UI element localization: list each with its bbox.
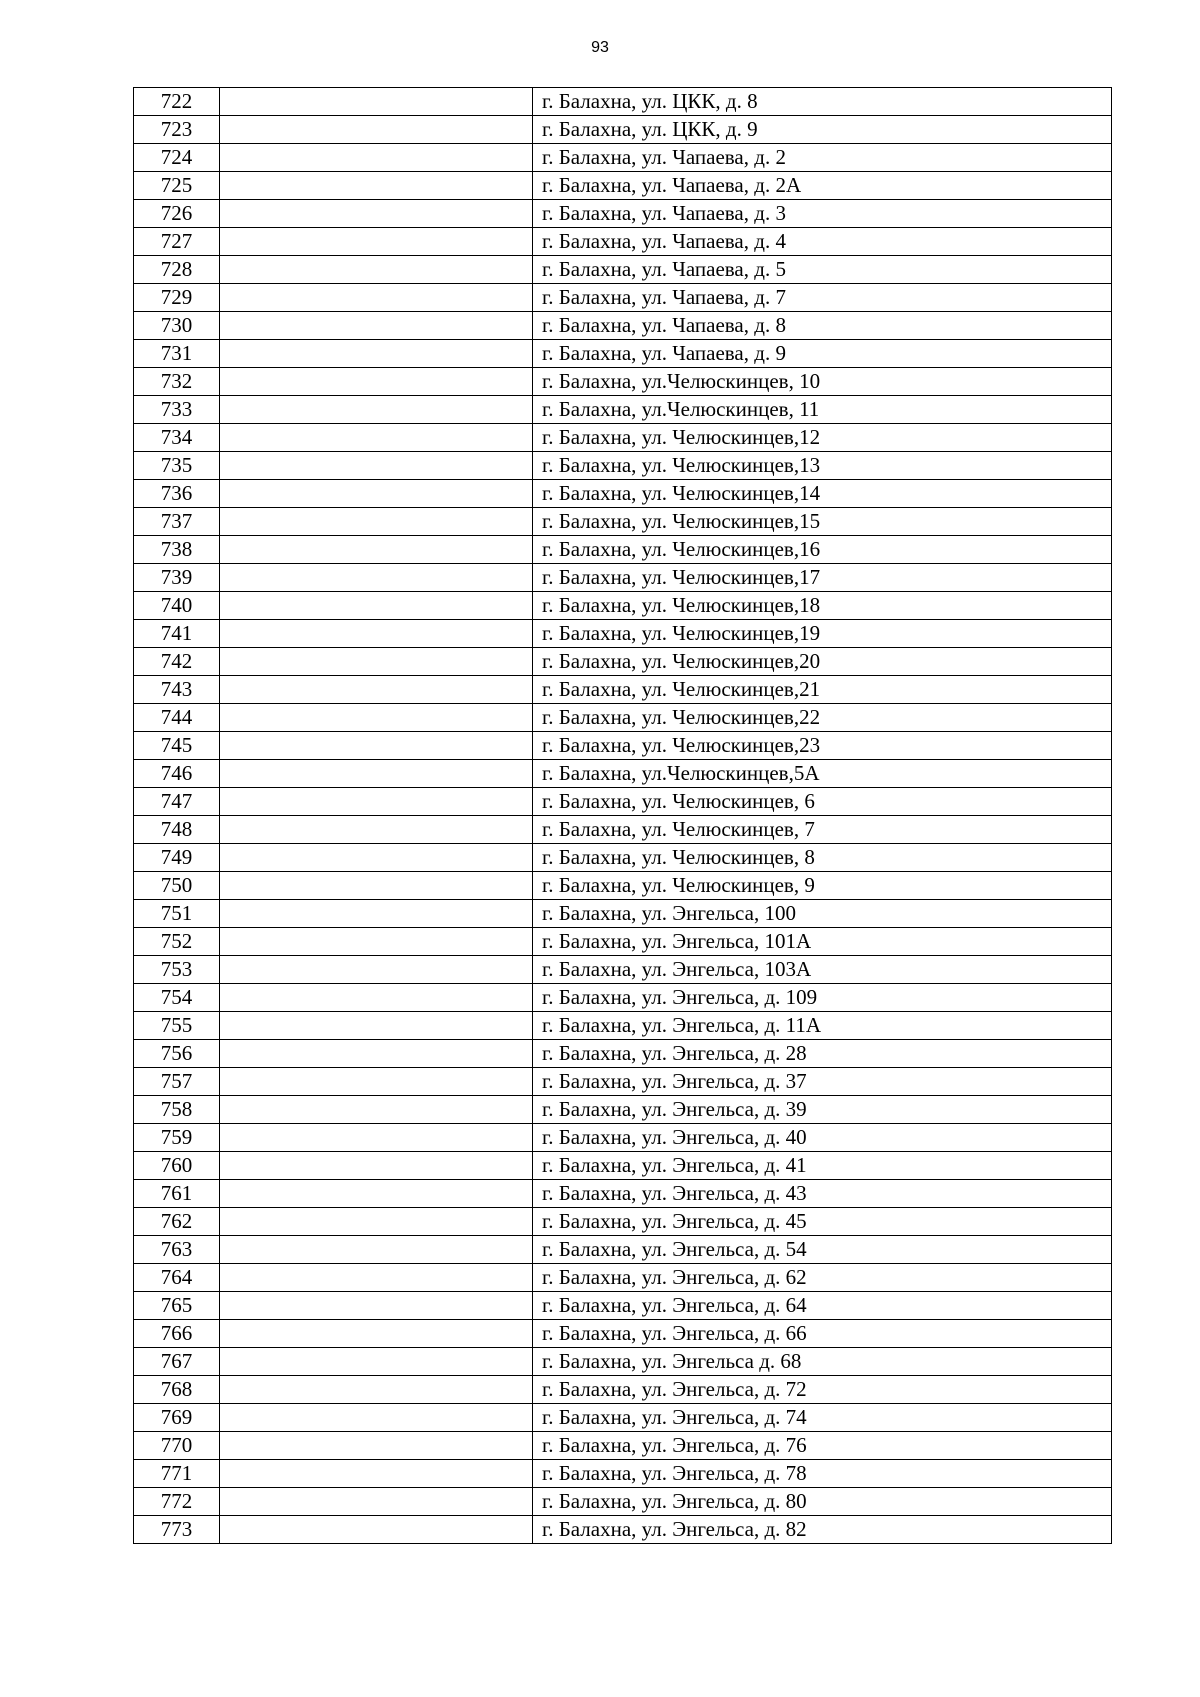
table-row — [134, 256, 1112, 284]
address-cell: г. Балахна, ул. Энгельса, д. 39 — [533, 1096, 1112, 1124]
address-cell: г. Балахна, ул. Энгельса, д. 40 — [533, 1124, 1112, 1152]
row-number-cell: 752 — [134, 928, 220, 956]
name-cell — [220, 1012, 533, 1040]
row-number-cell: 770 — [134, 1432, 220, 1460]
table-row — [134, 1404, 1112, 1432]
name-cell — [220, 1320, 533, 1348]
address-cell: г. Балахна, ул. Челюскинцев,21 — [533, 676, 1112, 704]
name-cell — [220, 536, 533, 564]
table-row — [134, 284, 1112, 312]
row-number-cell: 729 — [134, 284, 220, 312]
row-number-cell: 765 — [134, 1292, 220, 1320]
row-number-cell: 751 — [134, 900, 220, 928]
table-row — [134, 732, 1112, 760]
address-cell: г. Балахна, ул.Челюскинцев, 11 — [533, 396, 1112, 424]
name-cell — [220, 88, 533, 116]
address-cell: г. Балахна, ул. Энгельса, д. 82 — [533, 1516, 1112, 1544]
table-row — [134, 116, 1112, 144]
address-cell: г. Балахна, ул. Челюскинцев, 7 — [533, 816, 1112, 844]
table-row — [134, 1292, 1112, 1320]
address-cell: г. Балахна, ул. Чапаева, д. 9 — [533, 340, 1112, 368]
name-cell — [220, 1432, 533, 1460]
table-row — [134, 704, 1112, 732]
address-cell: г. Балахна, ул. Энгельса, д. 43 — [533, 1180, 1112, 1208]
table-row — [134, 340, 1112, 368]
address-cell: г. Балахна, ул. Чапаева, д. 3 — [533, 200, 1112, 228]
name-cell — [220, 788, 533, 816]
address-cell: г. Балахна, ул. Челюскинцев,15 — [533, 508, 1112, 536]
table-row — [134, 620, 1112, 648]
address-cell: г. Балахна, ул. Челюскинцев, 9 — [533, 872, 1112, 900]
row-number-cell: 773 — [134, 1516, 220, 1544]
name-cell — [220, 872, 533, 900]
address-cell: г. Балахна, ул. Чапаева, д. 2А — [533, 172, 1112, 200]
table-row — [134, 1096, 1112, 1124]
address-table-body — [134, 88, 1112, 1544]
table-row — [134, 312, 1112, 340]
name-cell — [220, 116, 533, 144]
row-number-cell: 742 — [134, 648, 220, 676]
row-number-cell: 732 — [134, 368, 220, 396]
row-number-cell: 760 — [134, 1152, 220, 1180]
address-cell: г. Балахна, ул. Энгельса, д. 62 — [533, 1264, 1112, 1292]
row-number-cell: 731 — [134, 340, 220, 368]
name-cell — [220, 1376, 533, 1404]
table-row — [134, 1516, 1112, 1544]
address-cell: г. Балахна, ул. Энгельса, 100 — [533, 900, 1112, 928]
row-number-cell: 755 — [134, 1012, 220, 1040]
name-cell — [220, 452, 533, 480]
row-number-cell: 771 — [134, 1460, 220, 1488]
address-cell: г. Балахна, ул. ЦКК, д. 8 — [533, 88, 1112, 116]
table-row — [134, 1068, 1112, 1096]
row-number-cell: 740 — [134, 592, 220, 620]
table-row — [134, 536, 1112, 564]
address-cell: г. Балахна, ул. Энгельса, д. 72 — [533, 1376, 1112, 1404]
name-cell — [220, 564, 533, 592]
table-row — [134, 1236, 1112, 1264]
address-cell: г. Балахна, ул. Челюскинцев, 6 — [533, 788, 1112, 816]
table-row — [134, 1488, 1112, 1516]
table-row — [134, 1152, 1112, 1180]
name-cell — [220, 1460, 533, 1488]
address-cell: г. Балахна, ул. Чапаева, д. 8 — [533, 312, 1112, 340]
table-row — [134, 564, 1112, 592]
name-cell — [220, 592, 533, 620]
address-cell: г. Балахна, ул.Челюскинцев, 10 — [533, 368, 1112, 396]
address-cell: г. Балахна, ул. Челюскинцев,16 — [533, 536, 1112, 564]
name-cell — [220, 900, 533, 928]
row-number-cell: 736 — [134, 480, 220, 508]
page-number: 93 — [591, 39, 609, 56]
address-cell: г. Балахна, ул. Энгельса, д. 109 — [533, 984, 1112, 1012]
row-number-cell: 739 — [134, 564, 220, 592]
table-row — [134, 1012, 1112, 1040]
table-row — [134, 928, 1112, 956]
row-number-cell: 746 — [134, 760, 220, 788]
row-number-cell: 758 — [134, 1096, 220, 1124]
row-number-cell: 764 — [134, 1264, 220, 1292]
name-cell — [220, 1292, 533, 1320]
address-cell: г. Балахна, ул. Челюскинцев,12 — [533, 424, 1112, 452]
row-number-cell: 738 — [134, 536, 220, 564]
name-cell — [220, 200, 533, 228]
address-cell: г. Балахна, ул. Челюскинцев,23 — [533, 732, 1112, 760]
table-row — [134, 1460, 1112, 1488]
address-cell: г. Балахна, ул. Челюскинцев,22 — [533, 704, 1112, 732]
address-cell: г. Балахна, ул. Энгельса д. 68 — [533, 1348, 1112, 1376]
row-number-cell: 726 — [134, 200, 220, 228]
row-number-cell: 724 — [134, 144, 220, 172]
name-cell — [220, 228, 533, 256]
row-number-cell: 772 — [134, 1488, 220, 1516]
table-row — [134, 1124, 1112, 1152]
address-cell: г. Балахна, ул. Чапаева, д. 5 — [533, 256, 1112, 284]
name-cell — [220, 1516, 533, 1544]
table-row — [134, 172, 1112, 200]
address-cell: г. Балахна, ул. Энгельса, д. 37 — [533, 1068, 1112, 1096]
table-row — [134, 1432, 1112, 1460]
address-cell: г. Балахна, ул. Энгельса, д. 64 — [533, 1292, 1112, 1320]
name-cell — [220, 424, 533, 452]
address-cell: г. Балахна, ул. Энгельса, д. 74 — [533, 1404, 1112, 1432]
table-row — [134, 956, 1112, 984]
table-row — [134, 368, 1112, 396]
name-cell — [220, 312, 533, 340]
address-cell: г. Балахна, ул. Челюскинцев,14 — [533, 480, 1112, 508]
name-cell — [220, 620, 533, 648]
table-row — [134, 88, 1112, 116]
name-cell — [220, 1348, 533, 1376]
table-row — [134, 452, 1112, 480]
row-number-cell: 737 — [134, 508, 220, 536]
row-number-cell: 768 — [134, 1376, 220, 1404]
table-row — [134, 788, 1112, 816]
table-row — [134, 480, 1112, 508]
address-cell: г. Балахна, ул. Чапаева, д. 4 — [533, 228, 1112, 256]
row-number-cell: 734 — [134, 424, 220, 452]
address-cell: г. Балахна, ул. Энгельса, д. 41 — [533, 1152, 1112, 1180]
address-cell: г. Балахна, ул. Челюскинцев,19 — [533, 620, 1112, 648]
name-cell — [220, 1096, 533, 1124]
name-cell — [220, 676, 533, 704]
row-number-cell: 757 — [134, 1068, 220, 1096]
table-row — [134, 200, 1112, 228]
table-row — [134, 592, 1112, 620]
name-cell — [220, 1180, 533, 1208]
table-row — [134, 984, 1112, 1012]
name-cell — [220, 956, 533, 984]
name-cell — [220, 368, 533, 396]
name-cell — [220, 844, 533, 872]
table-row — [134, 228, 1112, 256]
table-row — [134, 424, 1112, 452]
name-cell — [220, 816, 533, 844]
table-row — [134, 396, 1112, 424]
row-number-cell: 761 — [134, 1180, 220, 1208]
row-number-cell: 741 — [134, 620, 220, 648]
name-cell — [220, 396, 533, 424]
row-number-cell: 749 — [134, 844, 220, 872]
table-row — [134, 648, 1112, 676]
address-cell: г. Балахна, ул. Энгельса, д. 76 — [533, 1432, 1112, 1460]
table-row — [134, 1320, 1112, 1348]
address-cell: г. Балахна, ул. Чапаева, д. 2 — [533, 144, 1112, 172]
table-row — [134, 900, 1112, 928]
table-row — [134, 144, 1112, 172]
name-cell — [220, 1488, 533, 1516]
address-cell: г. Балахна, ул. Энгельса, д. 66 — [533, 1320, 1112, 1348]
row-number-cell: 743 — [134, 676, 220, 704]
name-cell — [220, 984, 533, 1012]
table-row — [134, 816, 1112, 844]
name-cell — [220, 1124, 533, 1152]
row-number-cell: 767 — [134, 1348, 220, 1376]
address-cell: г. Балахна, ул. Чапаева, д. 7 — [533, 284, 1112, 312]
row-number-cell: 745 — [134, 732, 220, 760]
name-cell — [220, 648, 533, 676]
row-number-cell: 730 — [134, 312, 220, 340]
row-number-cell: 750 — [134, 872, 220, 900]
row-number-cell: 756 — [134, 1040, 220, 1068]
name-cell — [220, 704, 533, 732]
address-cell: г. Балахна, ул. Энгельса, д. 11А — [533, 1012, 1112, 1040]
table-row — [134, 1264, 1112, 1292]
row-number-cell: 725 — [134, 172, 220, 200]
name-cell — [220, 144, 533, 172]
row-number-cell: 728 — [134, 256, 220, 284]
address-cell: г. Балахна, ул. Челюскинцев, 8 — [533, 844, 1112, 872]
name-cell — [220, 480, 533, 508]
name-cell — [220, 256, 533, 284]
name-cell — [220, 1040, 533, 1068]
name-cell — [220, 508, 533, 536]
row-number-cell: 722 — [134, 88, 220, 116]
table-row — [134, 1180, 1112, 1208]
table-row — [134, 760, 1112, 788]
address-cell: г. Балахна, ул. Энгельса, д. 28 — [533, 1040, 1112, 1068]
name-cell — [220, 284, 533, 312]
row-number-cell: 754 — [134, 984, 220, 1012]
address-cell: г. Балахна, ул. Челюскинцев,18 — [533, 592, 1112, 620]
address-cell: г. Балахна, ул. Энгельса, д. 78 — [533, 1460, 1112, 1488]
row-number-cell: 759 — [134, 1124, 220, 1152]
row-number-cell: 744 — [134, 704, 220, 732]
name-cell — [220, 1404, 533, 1432]
address-table — [133, 87, 1112, 1544]
name-cell — [220, 760, 533, 788]
row-number-cell: 735 — [134, 452, 220, 480]
name-cell — [220, 1068, 533, 1096]
row-number-cell: 769 — [134, 1404, 220, 1432]
table-row — [134, 1376, 1112, 1404]
row-number-cell: 766 — [134, 1320, 220, 1348]
address-cell: г. Балахна, ул.Челюскинцев,5А — [533, 760, 1112, 788]
table-row — [134, 1208, 1112, 1236]
address-cell: г. Балахна, ул. Энгельса, 103А — [533, 956, 1112, 984]
address-cell: г. Балахна, ул. Энгельса, д. 80 — [533, 1488, 1112, 1516]
name-cell — [220, 1236, 533, 1264]
name-cell — [220, 340, 533, 368]
table-row — [134, 1040, 1112, 1068]
row-number-cell: 727 — [134, 228, 220, 256]
name-cell — [220, 928, 533, 956]
row-number-cell: 733 — [134, 396, 220, 424]
address-cell: г. Балахна, ул. Челюскинцев,20 — [533, 648, 1112, 676]
address-cell: г. Балахна, ул. ЦКК, д. 9 — [533, 116, 1112, 144]
table-row — [134, 872, 1112, 900]
table-row — [134, 508, 1112, 536]
row-number-cell: 753 — [134, 956, 220, 984]
name-cell — [220, 732, 533, 760]
row-number-cell: 747 — [134, 788, 220, 816]
address-cell: г. Балахна, ул. Энгельса, 101А — [533, 928, 1112, 956]
table-row — [134, 676, 1112, 704]
name-cell — [220, 1264, 533, 1292]
table-row — [134, 1348, 1112, 1376]
row-number-cell: 723 — [134, 116, 220, 144]
address-cell: г. Балахна, ул. Челюскинцев,17 — [533, 564, 1112, 592]
name-cell — [220, 1208, 533, 1236]
table-row — [134, 844, 1112, 872]
address-cell: г. Балахна, ул. Энгельса, д. 54 — [533, 1236, 1112, 1264]
address-cell: г. Балахна, ул. Энгельса, д. 45 — [533, 1208, 1112, 1236]
row-number-cell: 763 — [134, 1236, 220, 1264]
row-number-cell: 762 — [134, 1208, 220, 1236]
row-number-cell: 748 — [134, 816, 220, 844]
address-cell: г. Балахна, ул. Челюскинцев,13 — [533, 452, 1112, 480]
name-cell — [220, 1152, 533, 1180]
name-cell — [220, 172, 533, 200]
